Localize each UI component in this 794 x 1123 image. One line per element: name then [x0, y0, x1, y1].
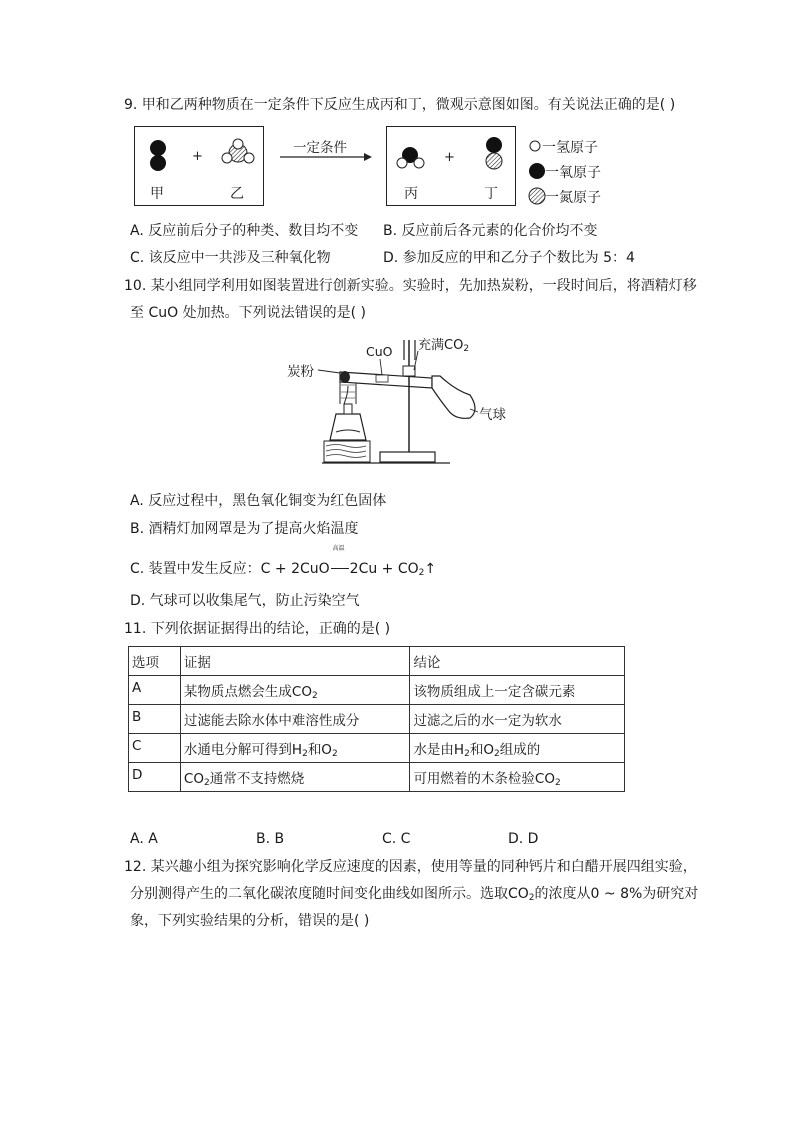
q11-choice-c: C. C: [382, 831, 411, 847]
label-ding: 丁: [484, 186, 498, 202]
arrow-condition: 一定条件: [293, 140, 347, 156]
th-conclusion: 结论: [410, 647, 625, 676]
table-header-row: [129, 647, 625, 676]
label-cuo: CuO: [366, 344, 393, 359]
q11-stem: 11. 下列依据证据得出的结论，正确的是( ): [124, 621, 391, 637]
q10-option-b: B. 酒精灯加网罩是为了提高火焰温度: [130, 521, 359, 537]
evidence-table: [128, 646, 625, 792]
table-row: B 过滤能去除水体中难溶性成分 过滤之后的水一定为软水: [129, 705, 625, 734]
label-balloon: 气球: [479, 407, 506, 423]
svg-text:+: +: [192, 149, 203, 164]
label-jia: 甲: [150, 186, 164, 202]
condition-gaowen: 高温: [332, 545, 345, 552]
svg-text:+: +: [444, 150, 455, 165]
q9-option-c: C. 该反应中一共涉及三种氧化物: [130, 250, 331, 266]
q10-option-a: A. 反应过程中，黑色氧化铜变为红色固体: [130, 493, 387, 509]
label-yi: 乙: [230, 186, 244, 202]
table-row: A 某物质点燃会生成$CO_2$ 该物质组成上一定含碳元素: [129, 676, 625, 705]
th-evidence: 证据: [180, 647, 410, 676]
table-row: D $CO_2$通常不支持燃烧 可用燃着的木条检验$CO_2$: [129, 763, 625, 792]
q10-option-d: D. 气球可以收集尾气，防止污染空气: [130, 593, 360, 609]
label-carbon: 炭粉: [287, 364, 314, 380]
legend-hydrogen: 一氢原子: [542, 140, 598, 156]
q9-option-a: A. 反应前后分子的种类、数目均不变: [130, 223, 359, 239]
label-bing: 丙: [404, 186, 418, 202]
legend-nitrogen: 一氮原子: [545, 190, 601, 206]
q9-option-d: D. 参加反应的甲和乙分子个数比为 5：4: [383, 250, 635, 266]
q11-choice-b: B. B: [256, 831, 285, 847]
label-co2: 充满$CO_2$: [418, 338, 470, 354]
q9-stem: 9. 甲和乙两种物质在一定条件下反应生成丙和丁，微观示意图如图。有关说法正确的是( ): [124, 97, 676, 113]
q10-option-c: C. 装置中发生反应：C + 2CuO 高温 $2Cu + CO_2↑$: [130, 545, 437, 578]
q9-option-b: B. 反应前后各元素的化合价均不变: [383, 223, 598, 239]
q10-stem-line2: 至 CuO 处加热。下列说法错误的是( ): [130, 305, 366, 321]
q11-choice-d: D. D: [508, 831, 539, 847]
q12-line2: 分别测得产生的二氧化碳浓度随时间变化曲线如图所示。选取$CO_2$的浓度从0 ~ 8%为研究对: [130, 886, 699, 903]
apparatus-svg: [0, 0, 794, 470]
th-option: 选项: [129, 647, 181, 676]
q10-stem-line1: 10. 某小组同学利用如图装置进行创新实验。实验时，先加热炭粉，一段时间后，将酒精灯移: [124, 278, 697, 294]
q12-line3: 象，下列实验结果的分析，错误的是( ): [130, 913, 370, 929]
legend-oxygen: 一氧原子: [545, 165, 601, 181]
q11-choice-a: A. A: [130, 831, 158, 847]
q12-line1: 12. 某兴趣小组为探究影响化学反应速度的因素，使用等量的同种钙片和白醋开展四组实验，: [124, 859, 697, 875]
table-row: C 水通电分解可得到$H_2$和$O_2$ 水是由$H_2$和$O_2$组成的: [129, 734, 625, 763]
